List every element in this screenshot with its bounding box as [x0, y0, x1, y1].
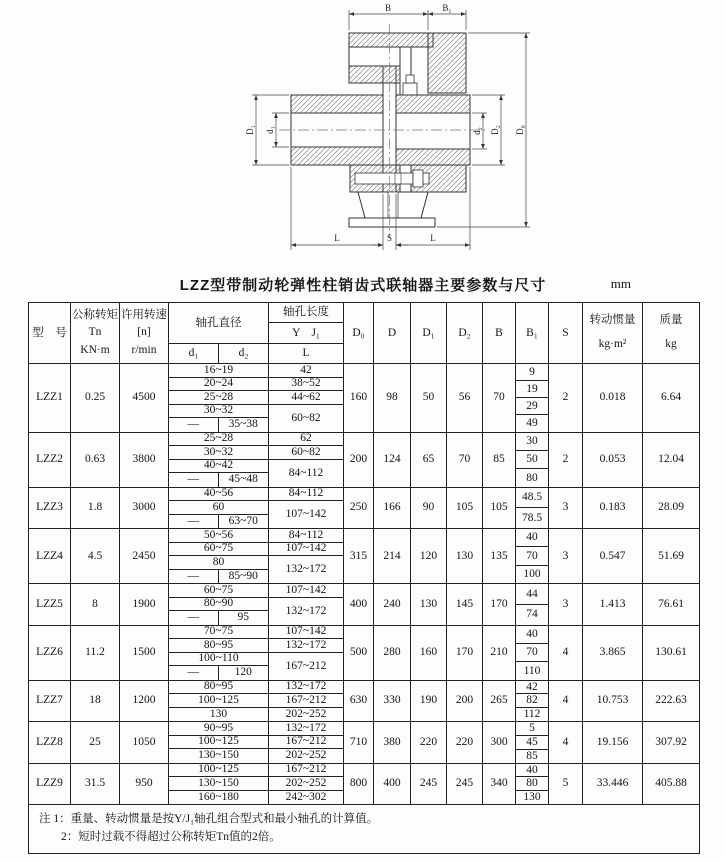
bore-grid	[169, 764, 344, 805]
bore-length-value: 44~62	[269, 391, 343, 405]
D-value: 280	[374, 626, 411, 680]
B1-column	[516, 764, 549, 805]
D-value: 240	[374, 584, 411, 625]
bore-d1-value: —	[169, 515, 219, 529]
D0-value: 500	[344, 626, 374, 680]
bore-diameter-row	[169, 666, 268, 680]
header-model: 型 号	[29, 303, 71, 363]
D-value: 380	[374, 722, 411, 763]
header-torque-line1: 公称转矩	[72, 309, 118, 322]
bore-length-value: 107~142	[269, 584, 343, 598]
D2-value: 245	[447, 764, 483, 805]
bore-grid	[169, 488, 344, 529]
mass-value: 51.69	[658, 549, 684, 562]
bore-length-value: 167~212	[269, 736, 343, 750]
coupling-section-drawing	[243, 0, 543, 268]
nominal-torque-value: 0.25	[71, 364, 120, 432]
B-value: 300	[483, 722, 516, 763]
bore-length-value: 167~212	[269, 764, 343, 778]
header-bore-group	[169, 303, 344, 363]
dim-d1-bore-label: d₁	[265, 126, 275, 134]
header-inertia	[583, 303, 643, 363]
header-d1-label: d₁	[169, 344, 219, 363]
S-value: 4	[549, 681, 583, 722]
bore-diameter-value: 60~75	[169, 584, 268, 598]
table-row	[29, 722, 699, 764]
B1-value: 40	[516, 529, 548, 547]
B1-value: 74	[526, 608, 538, 621]
D0-value: 400	[344, 584, 374, 625]
mass-value: 405.88	[655, 777, 687, 790]
bore-d1-value: —	[169, 570, 219, 584]
B1-column	[516, 433, 549, 487]
B1-value: 29	[516, 398, 548, 415]
model-name: LZZ7	[29, 681, 71, 722]
header-torque	[71, 303, 120, 363]
allowable-speed-value: 1200	[120, 681, 169, 722]
bore-length-value: 202~252	[269, 777, 343, 791]
dim-d2-bore-label: d₂	[472, 127, 482, 135]
bore-diameter-value: 80	[169, 556, 268, 570]
bore-diameter-column	[169, 764, 269, 805]
D2-value: 170	[447, 626, 483, 680]
model-name: LZZ5	[29, 584, 71, 625]
S-value: 2	[549, 364, 583, 432]
dim-b-label: B	[384, 3, 392, 13]
dim-s-label: S	[386, 233, 393, 243]
bore-length-value: 132~172	[269, 681, 343, 695]
B1-value: 112	[523, 708, 541, 721]
table-row	[29, 681, 699, 723]
B1-value: 100	[523, 568, 541, 580]
bore-diameter-value: 25~28	[169, 391, 268, 405]
inertia-value: 33.446	[583, 764, 643, 805]
allowable-speed-value: 950	[120, 764, 169, 805]
nominal-torque-value: 8	[71, 584, 120, 625]
bore-grid	[169, 626, 344, 680]
header-mass	[643, 303, 699, 363]
B1-column	[516, 722, 549, 763]
bore-length-value: 242~302	[285, 790, 327, 803]
bore-grid	[169, 529, 344, 583]
allowable-speed-value: 3000	[120, 488, 169, 529]
bore-diameter-value: 70~75	[169, 626, 268, 640]
bore-grid	[169, 722, 344, 763]
bore-length-value: 107~142	[269, 626, 343, 640]
B-value: 170	[483, 584, 516, 625]
bore-length-value: 107~142	[285, 508, 327, 521]
parameters-table	[28, 302, 700, 854]
table-body	[29, 364, 699, 805]
bore-diameter-row	[169, 418, 268, 432]
B1-value: 80	[516, 777, 548, 791]
bore-length-value: 202~252	[285, 707, 327, 720]
bore-length-value: 167~212	[269, 694, 343, 708]
B1-value: 9	[516, 364, 548, 381]
B1-value: 130	[523, 791, 541, 804]
D2-value: 70	[447, 433, 483, 487]
header-torque-line2: Tn	[88, 326, 102, 339]
D1-value: 120	[411, 529, 447, 583]
model-name: LZZ2	[29, 433, 71, 487]
inertia-value: 3.865	[583, 626, 643, 680]
bore-diameter-value: 100~125	[169, 764, 268, 778]
bore-length-column	[269, 626, 343, 680]
bore-grid	[169, 584, 344, 625]
B1-value: 70	[516, 547, 548, 565]
bore-diameter-value: 100~125	[169, 694, 268, 708]
bore-diameter-column	[169, 722, 269, 763]
allowable-speed-value: 1500	[120, 626, 169, 680]
bore-diameter-column	[169, 626, 269, 680]
bore-length-column	[269, 764, 343, 805]
header-bore-diameter-label: 轴孔直径	[195, 316, 242, 329]
bore-diameter-value: 60	[169, 501, 268, 515]
D1-value: 160	[411, 626, 447, 680]
bore-diameter-value: 100~110	[169, 653, 268, 667]
coupling-drawing-area	[0, 0, 726, 270]
title-bar	[0, 270, 726, 300]
table-row	[29, 584, 699, 626]
bore-length-value: 60~82	[269, 446, 343, 460]
bore-diameter-column	[169, 529, 269, 583]
bore-length-column	[269, 488, 343, 529]
bore-length-value: 132~172	[269, 639, 343, 653]
bore-diameter-value: 50~56	[169, 529, 268, 543]
bore-length-value: 202~252	[285, 749, 327, 762]
bore-length-value: 38~52	[269, 378, 343, 392]
bore-length-value: 132~172	[285, 563, 327, 576]
bore-d2-value: 85~90	[228, 569, 258, 582]
table-row	[29, 488, 699, 530]
bore-length-column	[269, 529, 343, 583]
bore-length-value: 84~112	[269, 488, 343, 502]
bore-length-value: 167~212	[285, 659, 327, 672]
B1-value: 78.5	[521, 511, 543, 524]
bore-diameter-value: 40~56	[169, 488, 268, 502]
B1-column	[516, 488, 549, 529]
B1-value: 40	[516, 626, 548, 644]
mass-value: 222.63	[655, 694, 687, 707]
bore-diameter-value: 100~125	[169, 736, 268, 750]
table-row	[29, 529, 699, 584]
D2-value: 220	[447, 722, 483, 763]
table-row	[29, 764, 699, 806]
inertia-value: 0.183	[583, 488, 643, 529]
bore-d1-value: —	[169, 611, 219, 625]
B1-column	[516, 529, 549, 583]
inertia-value: 0.547	[583, 529, 643, 583]
B1-value: 30	[516, 433, 548, 451]
B1-value: 82	[516, 694, 548, 708]
model-name: LZZ3	[29, 488, 71, 529]
allowable-speed-value: 1050	[120, 722, 169, 763]
bore-length-value: 62	[269, 433, 343, 447]
D0-value: 630	[344, 681, 374, 722]
header-inertia-line2: kg·m²	[598, 338, 627, 351]
inertia-value: 19.156	[583, 722, 643, 763]
bore-diameter-value: 30~32	[169, 405, 268, 419]
bore-diameter-value: 16~19	[169, 364, 268, 378]
bore-diameter-column	[169, 364, 269, 432]
bore-length-value: 132~172	[269, 722, 343, 736]
bore-diameter-value: 80~90	[169, 598, 268, 612]
bore-d2-value: 35~38	[228, 418, 258, 431]
header-bore-length	[269, 303, 343, 363]
B-value: 265	[483, 681, 516, 722]
bore-diameter-value: 60~75	[169, 543, 268, 557]
header-S: S	[549, 303, 583, 363]
nominal-torque-value: 0.63	[71, 433, 120, 487]
table-header	[29, 303, 699, 364]
mass-value: 76.61	[658, 597, 684, 610]
bore-diameter-value: 130~150	[198, 749, 239, 762]
bore-diameter-value: 90~95	[169, 722, 268, 736]
header-bore-diameter	[169, 303, 269, 363]
bore-diameter-value: 80~95	[169, 639, 268, 653]
D2-value: 56	[447, 364, 483, 432]
D1-value: 190	[411, 681, 447, 722]
bore-length-value: 42	[269, 364, 343, 378]
S-value: 4	[549, 626, 583, 680]
B1-value: 49	[526, 417, 538, 430]
B1-value: 48.5	[516, 488, 548, 509]
bore-grid	[169, 433, 344, 487]
D1-value: 90	[411, 488, 447, 529]
bore-length-value: 107~142	[269, 543, 343, 557]
D2-value: 200	[447, 681, 483, 722]
header-B: B	[483, 303, 516, 363]
B1-column	[516, 626, 549, 680]
mass-value: 6.64	[660, 391, 682, 404]
D0-value: 315	[344, 529, 374, 583]
nominal-torque-value: 4.5	[71, 529, 120, 583]
bore-d1-value: —	[169, 418, 219, 432]
allowable-speed-value: 2450	[120, 529, 169, 583]
bore-diameter-value: 20~24	[169, 378, 268, 392]
inertia-value: 10.753	[583, 681, 643, 722]
note-line-2: 2：短时过载不得超过公称转矩Tn值的2倍。	[61, 831, 281, 844]
header-bore-length-label: 轴孔长度	[283, 306, 329, 319]
bore-d1-value: —	[169, 666, 219, 680]
table-row	[29, 433, 699, 488]
bore-d1-value: —	[169, 473, 219, 487]
bore-diameter-column	[169, 488, 269, 529]
B1-value: 44	[516, 584, 548, 605]
D-value: 400	[374, 764, 411, 805]
bore-grid	[169, 681, 344, 722]
bore-diameter-value: 130~150	[169, 777, 268, 791]
S-value: 2	[549, 433, 583, 487]
header-speed	[120, 303, 169, 363]
nominal-torque-value: 1.8	[71, 488, 120, 529]
B-value: 85	[483, 433, 516, 487]
bore-length-column	[269, 584, 343, 625]
table-row	[29, 626, 699, 681]
D-value: 98	[374, 364, 411, 432]
B-value: 70	[483, 364, 516, 432]
model-name: LZZ9	[29, 764, 71, 805]
allowable-speed-value: 1900	[120, 584, 169, 625]
S-value: 5	[549, 764, 583, 805]
B1-column	[516, 364, 549, 432]
header-D: D	[374, 303, 411, 363]
B1-column	[516, 681, 549, 722]
bore-diameter-column	[169, 433, 269, 487]
model-name: LZZ8	[29, 722, 71, 763]
nominal-torque-value: 25	[71, 722, 120, 763]
note-line-1: 注 1：重量、转动惯量是按Y/J₁轴孔组合型式和最小轴孔的计算值。	[39, 813, 379, 825]
header-inertia-line1: 转动惯量	[589, 313, 636, 326]
bore-d2-value: 120	[234, 666, 252, 679]
S-value: 4	[549, 722, 583, 763]
allowable-speed-value: 3800	[120, 433, 169, 487]
D1-value: 50	[411, 364, 447, 432]
D0-value: 250	[344, 488, 374, 529]
bore-d2-value: 63~70	[228, 514, 258, 527]
model-name: LZZ1	[29, 364, 71, 432]
bore-length-value: 60~82	[291, 411, 321, 424]
header-D2: D₂	[447, 303, 483, 363]
mass-value: 28.09	[658, 501, 684, 514]
bore-length-value: 84~112	[269, 529, 343, 543]
dim-l-left-label: L	[334, 233, 340, 243]
D1-value: 130	[411, 584, 447, 625]
D-value: 124	[374, 433, 411, 487]
B-value: 105	[483, 488, 516, 529]
B1-value: 70	[516, 644, 548, 662]
D1-value: 245	[411, 764, 447, 805]
bore-diameter-value: 40~42	[169, 460, 268, 474]
D0-value: 800	[344, 764, 374, 805]
bore-diameter-value: 130	[209, 707, 228, 720]
header-torque-line3: KN·m	[80, 343, 110, 356]
nominal-torque-value: 11.2	[71, 626, 120, 680]
bore-diameter-value: 25~28	[169, 433, 268, 447]
bore-diameter-row	[169, 570, 268, 584]
dim-b1-label: B₁	[442, 3, 452, 13]
D-value: 166	[374, 488, 411, 529]
B1-value: 50	[516, 451, 548, 469]
inertia-value: 0.018	[583, 364, 643, 432]
B1-value: 110	[523, 664, 541, 677]
header-d2-label: d₂	[238, 347, 249, 360]
bore-d2-value: 45~48	[228, 473, 258, 486]
bore-grid	[169, 364, 344, 432]
bore-length-value: 84~112	[288, 466, 324, 479]
D2-value: 145	[447, 584, 483, 625]
S-value: 3	[549, 584, 583, 625]
B1-value: 5	[516, 722, 548, 736]
header-L-label: L	[269, 343, 343, 363]
D2-value: 105	[447, 488, 483, 529]
dim-d0-label: D₀	[515, 125, 525, 135]
header-D1: D₁	[411, 303, 447, 363]
model-name: LZZ6	[29, 626, 71, 680]
bore-diameter-value: 80~95	[169, 681, 268, 695]
bore-diameter-column	[169, 584, 269, 625]
B1-value: 45	[516, 736, 548, 750]
D0-value: 710	[344, 722, 374, 763]
B1-value: 19	[516, 381, 548, 398]
header-D0: D₀	[344, 303, 374, 363]
model-name: LZZ4	[29, 529, 71, 583]
header-speed-line1: 许用转速	[121, 309, 167, 322]
B1-value: 42	[516, 681, 548, 695]
header-mass-line1: 质量	[659, 313, 683, 326]
D-value: 214	[374, 529, 411, 583]
bore-length-column	[269, 433, 343, 487]
inertia-value: 0.053	[583, 433, 643, 487]
D1-value: 220	[411, 722, 447, 763]
D0-value: 200	[344, 433, 374, 487]
B-value: 135	[483, 529, 516, 583]
B1-value: 40	[516, 764, 548, 778]
header-mass-line2: kg	[665, 338, 677, 351]
bore-d2-value: 95	[237, 611, 249, 624]
B-value: 210	[483, 626, 516, 680]
D1-value: 65	[411, 433, 447, 487]
bore-length-column	[269, 722, 343, 763]
bore-diameter-column	[169, 681, 269, 722]
bore-diameter-value: 160~180	[198, 790, 239, 803]
S-value: 3	[549, 488, 583, 529]
S-value: 3	[549, 529, 583, 583]
bore-diameter-row	[169, 473, 268, 487]
header-yj1-label: Y J₁	[269, 322, 343, 342]
bore-diameter-row	[169, 515, 268, 529]
table-row	[29, 364, 699, 433]
B1-value: 85	[526, 749, 538, 762]
header-speed-line2: [n]	[137, 326, 151, 339]
inertia-value: 1.413	[583, 584, 643, 625]
mass-value: 130.61	[655, 646, 687, 659]
bore-diameter-value: 30~32	[169, 446, 268, 460]
nominal-torque-value: 31.5	[71, 764, 120, 805]
B1-column	[516, 584, 549, 625]
unit-label: mm	[610, 276, 631, 291]
D2-value: 130	[447, 529, 483, 583]
dim-l-right-label: L	[430, 233, 436, 243]
header-B1: B₁	[516, 303, 549, 363]
table-notes	[29, 805, 699, 853]
B1-value: 80	[526, 471, 538, 484]
allowable-speed-value: 4500	[120, 364, 169, 432]
bore-length-value: 132~172	[285, 604, 327, 617]
D0-value: 160	[344, 364, 374, 432]
bore-length-column	[269, 681, 343, 722]
B-value: 340	[483, 764, 516, 805]
D-value: 330	[374, 681, 411, 722]
mass-value: 307.92	[655, 735, 687, 748]
dim-D1-label: D₁	[245, 125, 255, 135]
header-speed-line3: r/min	[131, 343, 157, 356]
nominal-torque-value: 18	[71, 681, 120, 722]
bore-diameter-row	[169, 611, 268, 625]
dim-D2-label: D₂	[490, 125, 500, 135]
mass-value: 12.04	[658, 453, 684, 466]
bore-length-column	[269, 364, 343, 432]
page-title: LZZ型带制动轮弹性柱销齿式联轴器主要参数与尺寸	[179, 277, 547, 294]
